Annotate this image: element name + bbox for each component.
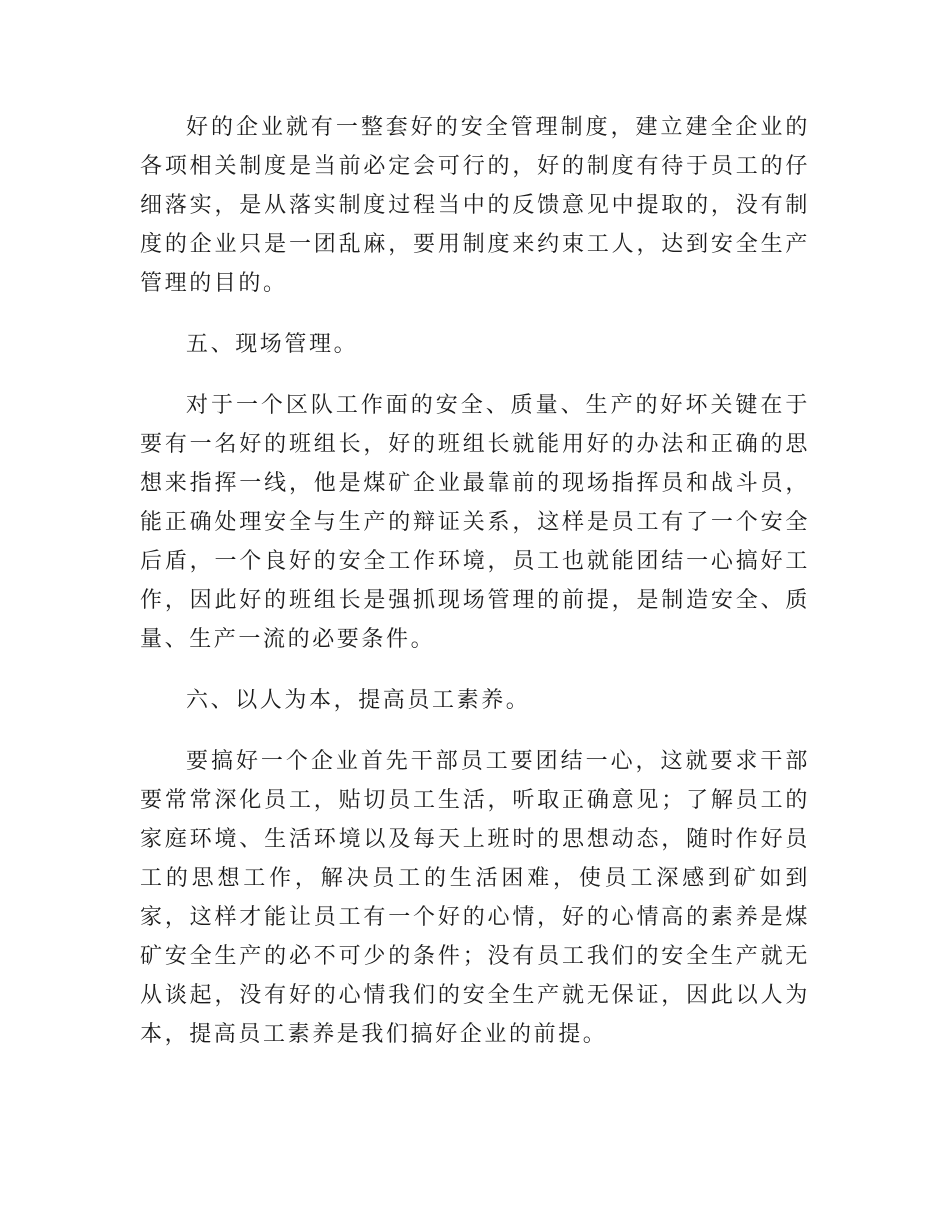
section-heading-5: 五、现场管理。: [186, 332, 359, 357]
section-heading-6: 六、以人为本，提高员工素养。: [186, 688, 531, 713]
paragraph-site-management: 对于一个区队工作面的安全、质量、生产的好坏关键在于要有一名好的班组长，好的班组长就能用好的办法和正确的思想来指挥一线，他是煤矿企业最靠前的现场指挥员和战斗员，能正确处理安全与生产的辩证关系，这样是员工有了一个安全后盾，一个良好的安全工作环境，员工也就能团结一心搞好工作，因此好的班组长是强抓现场管理的前提，是制造安全、质量、生产一流的必要条件。: [140, 393, 810, 652]
paragraph-management-system: 好的企业就有一整套好的安全管理制度，建立建全企业的各项相关制度是当前必定会可行的，好的制度有待于员工的仔细落实，是从落实制度过程当中的反馈意见中提取的，没有制度的企业只是一团乱麻，要用制度来约束工人，达到安全生产管理的目的。: [140, 115, 810, 296]
paragraph-people-oriented: 要搞好一个企业首先干部员工要团结一心，这就要求干部要常常深化员工，贴切员工生活，听取正确意见；了解员工的家庭环境、生活环境以及每天上班时的思想动态，随时作好员工的思想工作，解决员工的生活困难，使员工深感到矿如到家，这样才能让员工有一个好的心情，好的心情高的素养是煤矿安全生产的必不可少的条件；没有员工我们的安全生产就无从谈起，没有好的心情我们的安全生产就无保证，因此以人为本，提高员工素养是我们搞好企业的前提。: [140, 749, 810, 1047]
